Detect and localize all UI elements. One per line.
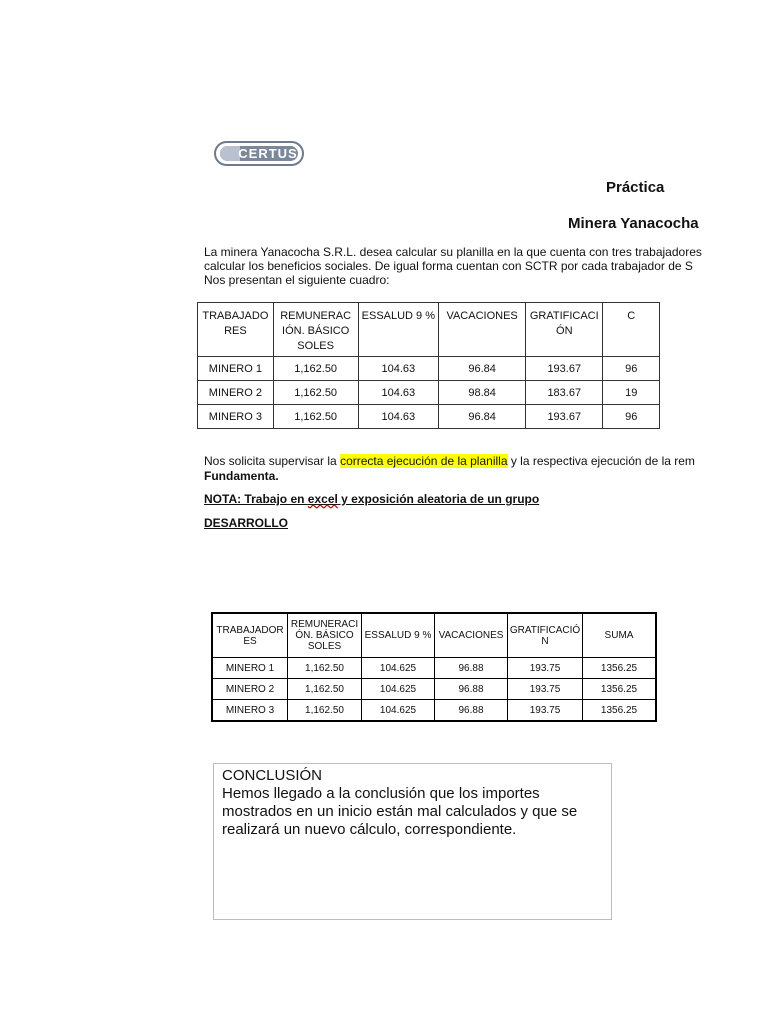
header-remuneracion: REMUNERACI ÓN. BÁSICO SOLES	[288, 613, 362, 658]
conclusion-box	[213, 763, 612, 920]
table-cell: 104.63	[358, 405, 439, 429]
table-cell: MINERO 1	[212, 658, 288, 679]
table-cell: MINERO 2	[198, 381, 274, 405]
table-cell: 96.88	[435, 679, 508, 700]
original-payroll-table	[197, 302, 660, 429]
paragraph-text: y la respectiva ejecución de la rem	[507, 454, 695, 468]
table-header-row	[198, 303, 660, 357]
table-cell: 19	[603, 381, 660, 405]
header-essalud: ESSALUD 9 %	[362, 613, 435, 658]
table-row	[212, 700, 656, 722]
table-cell: MINERO 3	[198, 405, 274, 429]
table-cell: 96	[603, 357, 660, 381]
nota-text: NOTA: Trabajo en	[204, 492, 308, 506]
table-cell: 96.84	[439, 405, 526, 429]
header-cut-column: C	[603, 303, 660, 357]
table-cell: 1,162.50	[288, 679, 362, 700]
header-gratificacion: GRATIFICACIÓ N	[508, 613, 583, 658]
table-cell: 193.75	[508, 679, 583, 700]
paragraph-line-2: Fundamenta.	[204, 469, 279, 483]
table-row	[198, 405, 660, 429]
document-title: Práctica	[606, 179, 665, 196]
instruction-paragraph	[204, 454, 695, 484]
table-header-row	[212, 613, 656, 658]
table-cell: 104.625	[362, 700, 435, 722]
table-cell: MINERO 2	[212, 679, 288, 700]
misspelled-word: excel	[307, 492, 338, 506]
certus-logo	[214, 141, 304, 166]
table-cell: 104.625	[362, 658, 435, 679]
highlighted-text: correcta ejecución de la planilla	[340, 454, 508, 468]
table-cell: 104.63	[358, 381, 439, 405]
table-cell: 96.84	[439, 357, 526, 381]
table-row	[198, 381, 660, 405]
table-cell: 1,162.50	[273, 381, 358, 405]
table-cell: 1356.25	[583, 679, 657, 700]
table-cell: 1356.25	[583, 700, 657, 722]
table-cell: MINERO 3	[212, 700, 288, 722]
nota-line	[204, 492, 539, 506]
intro-line: calcular los beneficios sociales. De igual forma cuentan con SCTR por cada trabajador de S	[204, 259, 693, 273]
header-trabajadores: TRABAJADOR ES	[212, 613, 288, 658]
nota-text: y exposición aleatoria de un grupo	[337, 492, 540, 506]
intro-line: La minera Yanacocha S.R.L. desea calcular su planilla en la que cuenta con tres trabajadores	[204, 245, 702, 259]
logo-text: CERTUS	[238, 146, 298, 161]
header-vacaciones: VACACIONES	[439, 303, 526, 357]
table-cell: 183.67	[526, 381, 603, 405]
table-cell: 104.63	[358, 357, 439, 381]
table-row	[212, 658, 656, 679]
header-essalud: ESSALUD 9 %	[358, 303, 439, 357]
paragraph-text: Nos solicita supervisar la	[204, 454, 341, 468]
table-cell: 193.75	[508, 700, 583, 722]
logo-cap-shape	[220, 146, 240, 161]
desarrollo-heading: DESARROLLO	[204, 516, 288, 530]
table-cell: 96.88	[435, 658, 508, 679]
document-subtitle: Minera Yanacocha	[568, 215, 699, 232]
header-suma: SUMA	[583, 613, 657, 658]
table-cell: 96.88	[435, 700, 508, 722]
conclusion-title: CONCLUSIÓN	[222, 767, 323, 784]
table-cell: 1,162.50	[273, 357, 358, 381]
corrected-payroll-table	[211, 612, 657, 722]
table-cell: 104.625	[362, 679, 435, 700]
header-trabajadores: TRABAJADO RES	[198, 303, 274, 357]
intro-line: Nos presentan el siguiente cuadro:	[204, 273, 390, 287]
table-cell: 98.84	[439, 381, 526, 405]
header-remuneracion: REMUNERAC IÓN. BÁSICO SOLES	[273, 303, 358, 357]
table-cell: 96	[603, 405, 660, 429]
table-cell: 1,162.50	[288, 700, 362, 722]
table-cell: 1356.25	[583, 658, 657, 679]
table-cell: 193.67	[526, 405, 603, 429]
header-gratificacion: GRATIFICACI ÓN	[526, 303, 603, 357]
table-cell: 1,162.50	[273, 405, 358, 429]
table-cell: MINERO 1	[198, 357, 274, 381]
table-cell: 1,162.50	[288, 658, 362, 679]
header-vacaciones: VACACIONES	[435, 613, 508, 658]
table-row	[212, 679, 656, 700]
conclusion-body: Hemos llegado a la conclusión que los importes mostrados en un inicio están mal calculados y que se realizará un nuevo cálculo, correspondiente.	[222, 785, 578, 838]
table-row	[198, 357, 660, 381]
table-cell: 193.67	[526, 357, 603, 381]
table-cell: 193.75	[508, 658, 583, 679]
intro-text	[204, 245, 702, 287]
